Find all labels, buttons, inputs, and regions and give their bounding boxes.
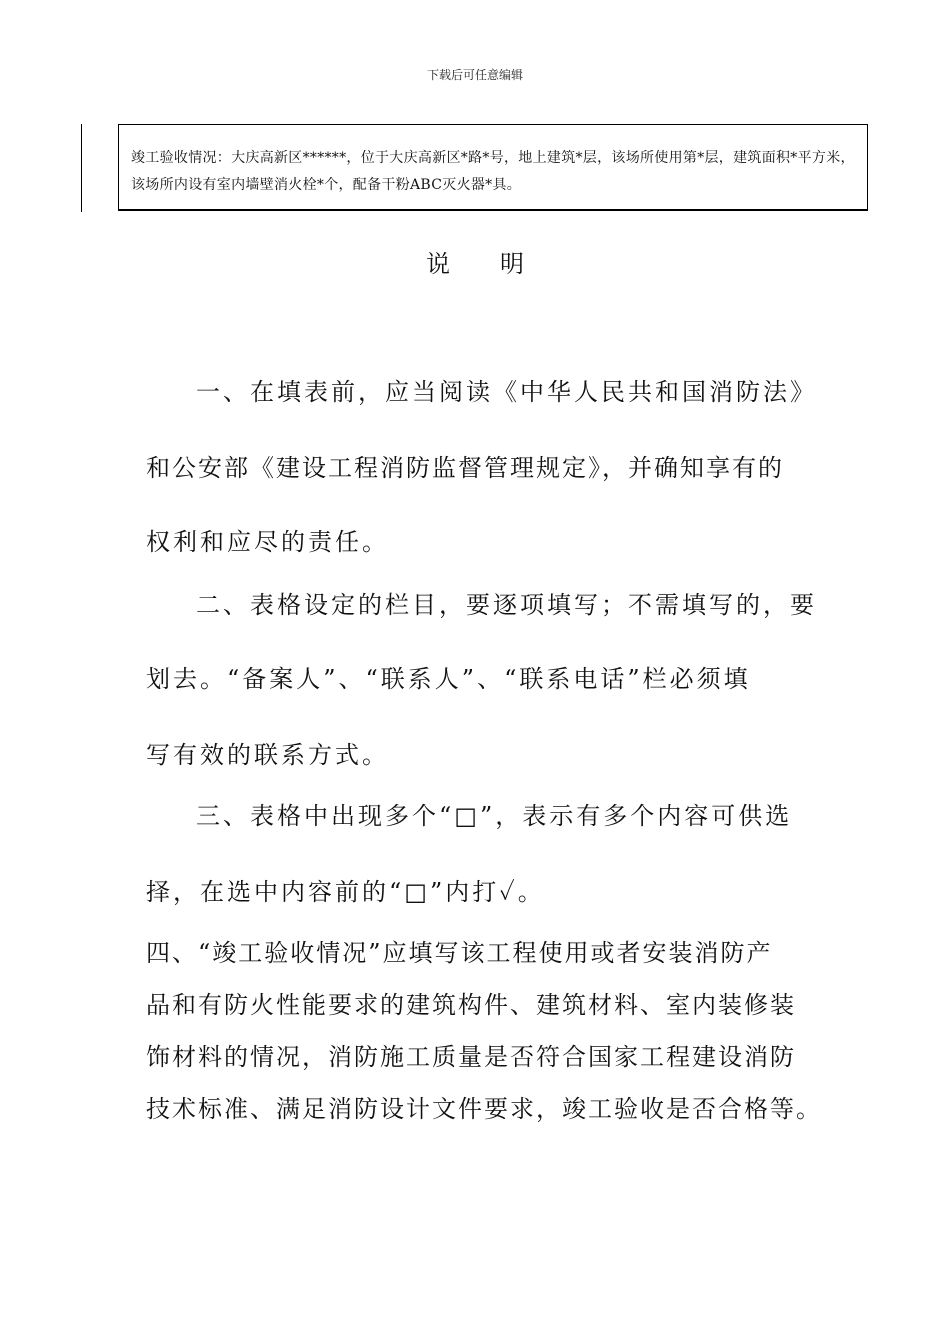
instruction-line: 技术标准、满足消防设计文件要求，竣工验收是否合格等。 bbox=[146, 1095, 822, 1123]
instruction-line: 和公安部《建设工程消防监督管理规定》，并确知享有的 bbox=[146, 454, 784, 482]
instruction-line: 四、“竣工验收情况”应填写该工程使用或者安装消防产 bbox=[146, 939, 773, 967]
instruction-line: 品和有防火性能要求的建筑构件、建筑材料、室内装修装 bbox=[146, 991, 796, 1019]
instruction-line: 择，在选中内容前的“□”内打✓。 bbox=[146, 878, 545, 906]
instruction-line: 三、表格中出现多个“□”，表示有多个内容可供选 bbox=[196, 802, 793, 830]
page-title: 说明 bbox=[426, 250, 574, 278]
instruction-line: 划去。“备案人”、“联系人”、“联系电话”栏必须填 bbox=[146, 665, 751, 693]
instruction-line: 二、表格设定的栏目，要逐项填写；不需填写的，要 bbox=[196, 591, 817, 619]
acceptance-table-cell bbox=[118, 124, 868, 211]
acceptance-text: 竣工验收情况：大庆高新区******，位于大庆高新区*路*号，地上建筑*层，该场所使用第*层，建筑面积*平方米，该场所内设有室内墙壁消火栓*个，配备干粉ABC灭火器*具。 bbox=[131, 150, 855, 193]
instruction-line: 一、在填表前，应当阅读《中华人民共和国消防法》 bbox=[196, 378, 817, 406]
instruction-line: 写有效的联系方式。 bbox=[146, 741, 389, 769]
instruction-line: 权利和应尽的责任。 bbox=[146, 528, 389, 556]
table-left-border bbox=[81, 124, 82, 212]
instruction-line: 饰材料的情况，消防施工质量是否符合国家工程建设消防 bbox=[146, 1043, 796, 1071]
page-header-note: 下载后可任意编辑 bbox=[426, 68, 523, 82]
